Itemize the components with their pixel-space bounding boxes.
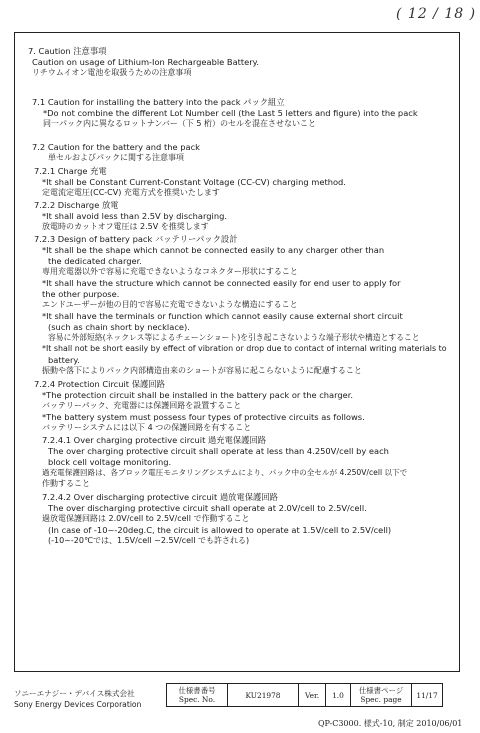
text-line: 作動すること	[42, 479, 90, 488]
text-line: battery.	[48, 355, 80, 365]
text-line: 過充電保護回路は、各ブロック電圧モニタリングシステムにより、パック中の全セルが 4.250V/cell 以下で	[42, 468, 408, 477]
section-heading: 7. Caution 注意事項	[28, 46, 107, 56]
text-line: 振動や落下によりパック内部構造由来のショートが容易に起こらないように配慮すること	[42, 366, 362, 375]
text-line: エンドユーザーが他の目的で容易に充電できないような構造にすること	[42, 300, 298, 309]
text-line: *The battery system must possess four types of protective circuits as follows.	[42, 412, 365, 422]
spec-page-value: 11/17	[412, 684, 443, 707]
text-line: The over charging protective circuit shall operate at less than 4.250V/cell by each	[48, 446, 389, 456]
spec-table	[166, 683, 443, 707]
text-line: (-10~-20℃では、1.5V/cell ~2.5V/cell でも許される)	[48, 536, 250, 545]
text-line: the dedicated charger.	[48, 256, 142, 266]
text-line: バッテリーシステムには以下 4 つの保護回路を有すること	[42, 423, 252, 432]
text-line: リチウムイオン電池を取扱うための注意事項	[32, 68, 192, 77]
company-name-en: Sony Energy Devices Corporation	[14, 700, 142, 709]
text-line: 過放電保護回路は 2.0V/cell to 2.5V/cell で作動すること	[42, 514, 250, 523]
company-block	[14, 688, 141, 710]
ver-label: Ver.	[299, 684, 326, 707]
text-line: (such as chain short by necklace).	[48, 322, 190, 332]
text-line: バッテリーパック、充電器には保護回路を設置すること	[42, 401, 242, 410]
text-line: (In case of -10~-20deg.C, the circuit is allowed to operate at 1.5V/cell to 2.5V/cell)	[48, 525, 392, 535]
text-line: *It shall be Constant Current-Constant Voltage (CC-CV) charging method.	[42, 177, 346, 187]
text-line: *It shall not be short easily by effect of vibration or drop due to contact of internal writing materials to	[42, 344, 447, 353]
item-heading: 7.2.2 Discharge 放電	[34, 200, 119, 210]
text-line: *It shall have the structure which cannot be connected easily for end user to apply for	[42, 278, 401, 288]
spec-no-label: 仕様書番号 Spec. No.	[167, 684, 228, 707]
item-heading: 7.2.4 Protection Circuit 保護回路	[34, 379, 165, 389]
text-line: the other purpose.	[42, 289, 120, 299]
text-line: *The protection circuit shall be installed in the battery pack or the charger.	[42, 390, 354, 400]
form-code: QP-C3000. 様式-10, 制定 2010/06/01	[318, 719, 463, 728]
spec-page-label: 仕様書ページ Spec. page	[351, 684, 412, 707]
text-line: 単セルおよびパックに関する注意事項	[48, 153, 184, 162]
ver-value: 1.0	[326, 684, 351, 707]
item-heading: 7.2.4.1 Over charging protective circuit 過充電保護回路	[42, 435, 267, 445]
subsection-heading: 7.2 Caution for the battery and the pack	[32, 142, 200, 152]
text-line: *It shall have the terminals or function which cannot easily cause external short circuit	[42, 311, 403, 321]
text-line: 同一パック内に異なるロットナンバー（下 5 桁）のセルを混在させないこと	[43, 119, 317, 128]
handwritten-page-mark: ( 12 / 18 )	[396, 6, 477, 22]
text-line: 定電流定電圧(CC-CV) 充電方式を推奨いたします	[42, 188, 220, 197]
text-line: *Do not combine the different Lot Number cell (the Last 5 letters and figure) into the pack	[43, 108, 418, 118]
text-line: *It shall avoid less than 2.5V by discharging.	[42, 211, 227, 221]
item-heading: 7.2.1 Charge 充電	[34, 166, 107, 176]
text-line: block cell voltage monitoring.	[48, 457, 172, 467]
text-line: 放電時のカットオフ電圧は 2.5V を推奨します	[42, 222, 209, 231]
text-line: 容易に外部短絡(ネックレス等によるチェーンショート)を引き起こさないような端子形状や構造とすること	[48, 333, 420, 342]
text-line: *It shall be the shape which cannot be connected easily to any charger other than	[42, 245, 385, 255]
text-line: The over discharging protective circuit shall operate at 2.0V/cell to 2.5V/cell.	[48, 503, 367, 513]
text-line: Caution on usage of Lithium-Ion Rechargeable Battery.	[32, 57, 260, 67]
text-line: 専用充電器以外で容易に充電できないようなコネクター形状にすること	[42, 267, 298, 276]
item-heading: 7.2.4.2 Over discharging protective circuit 過放電保護回路	[42, 492, 278, 502]
spec-no-value: KU21978	[228, 684, 299, 707]
company-name-jp: ソニーエナジー・デバイス株式会社	[14, 689, 135, 698]
item-heading: 7.2.3 Design of battery pack バッテリーパック設計	[34, 234, 238, 244]
subsection-heading: 7.1 Caution for installing the battery into the pack パック組立	[32, 97, 285, 107]
